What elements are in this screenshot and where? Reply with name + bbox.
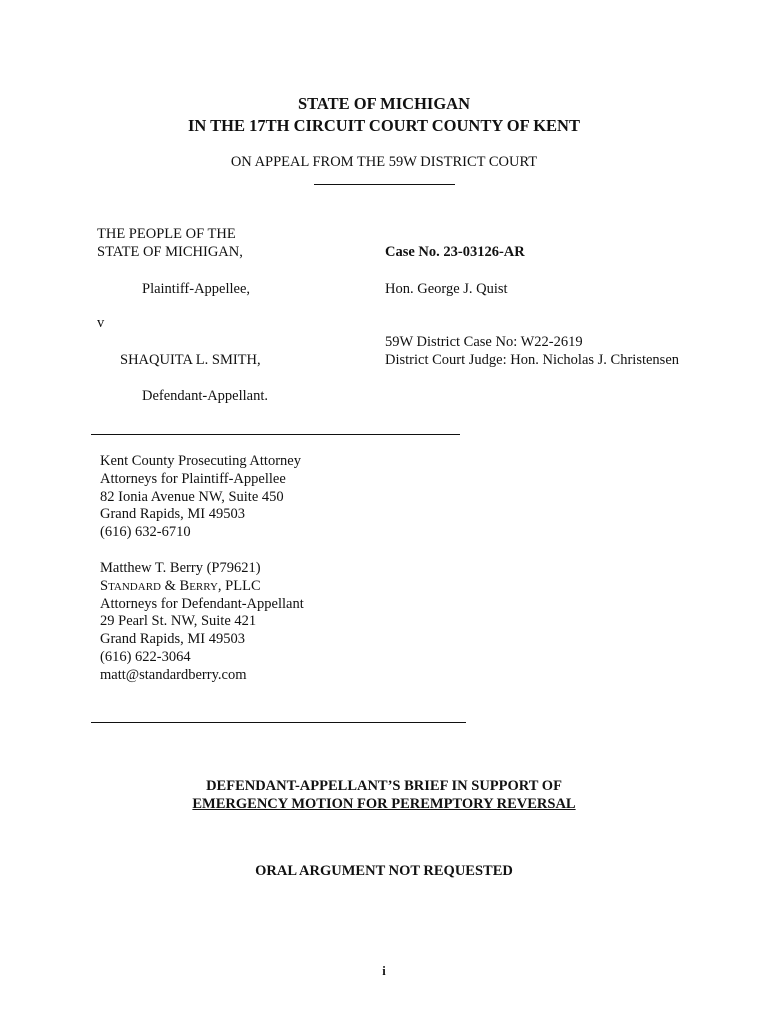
defense-line: 29 Pearl St. NW, Suite 421 <box>100 613 257 630</box>
defense-firm: STANDARD & BERRY, PLLC <box>100 577 261 594</box>
counsel-rule <box>91 722 466 723</box>
defense-block <box>100 559 304 684</box>
plaintiff-name-line1: THE PEOPLE OF THE <box>97 226 236 242</box>
prosecutor-line: Grand Rapids, MI 49503 <box>100 506 245 523</box>
caption-rule <box>91 434 460 435</box>
prosecutor-block <box>100 452 301 541</box>
brief-title-line1: DEFENDANT-APPELLANT’S BRIEF IN SUPPORT OF <box>206 778 562 794</box>
district-case-number: 59W District Case No: W22-2619 <box>385 334 583 350</box>
defense-line: (616) 622-3064 <box>100 648 191 665</box>
court-heading: IN THE 17TH CIRCUIT COURT COUNTY OF KENT <box>188 116 580 135</box>
district-court-judge: District Court Judge: Hon. Nicholas J. Christensen <box>385 352 680 368</box>
appeal-line: ON APPEAL FROM THE 59W DISTRICT COURT <box>230 154 538 170</box>
page-number: i <box>382 964 386 978</box>
state-heading: STATE OF MICHIGAN <box>297 94 471 113</box>
versus: v <box>97 315 105 331</box>
defense-attorney: Matthew T. Berry (P79621) <box>100 560 261 576</box>
plaintiff-role: Plaintiff-Appellee, <box>142 281 251 297</box>
case-number: Case No. 23-03126-AR <box>385 244 525 260</box>
prosecutor-line: 82 Ionia Avenue NW, Suite 450 <box>100 488 284 505</box>
prosecutor-line: Attorneys for Plaintiff-Appellee <box>100 470 286 487</box>
oral-argument: ORAL ARGUMENT NOT REQUESTED <box>255 863 513 879</box>
defense-line: Grand Rapids, MI 49503 <box>100 631 245 648</box>
brief-title-line2: EMERGENCY MOTION FOR PEREMPTORY REVERSAL <box>192 796 576 812</box>
defendant-name: SHAQUITA L. SMITH, <box>120 352 261 368</box>
prosecutor-line: Kent County Prosecuting Attorney <box>100 453 301 469</box>
plaintiff-name-line2: STATE OF MICHIGAN, <box>97 244 243 260</box>
defense-email: matt@standardberry.com <box>100 666 247 683</box>
prosecutor-line: (616) 632-6710 <box>100 524 191 541</box>
header-rule <box>314 184 455 185</box>
defense-line: Attorneys for Defendant-Appellant <box>100 595 304 612</box>
defendant-role: Defendant-Appellant. <box>142 388 269 404</box>
circuit-judge: Hon. George J. Quist <box>385 281 508 297</box>
